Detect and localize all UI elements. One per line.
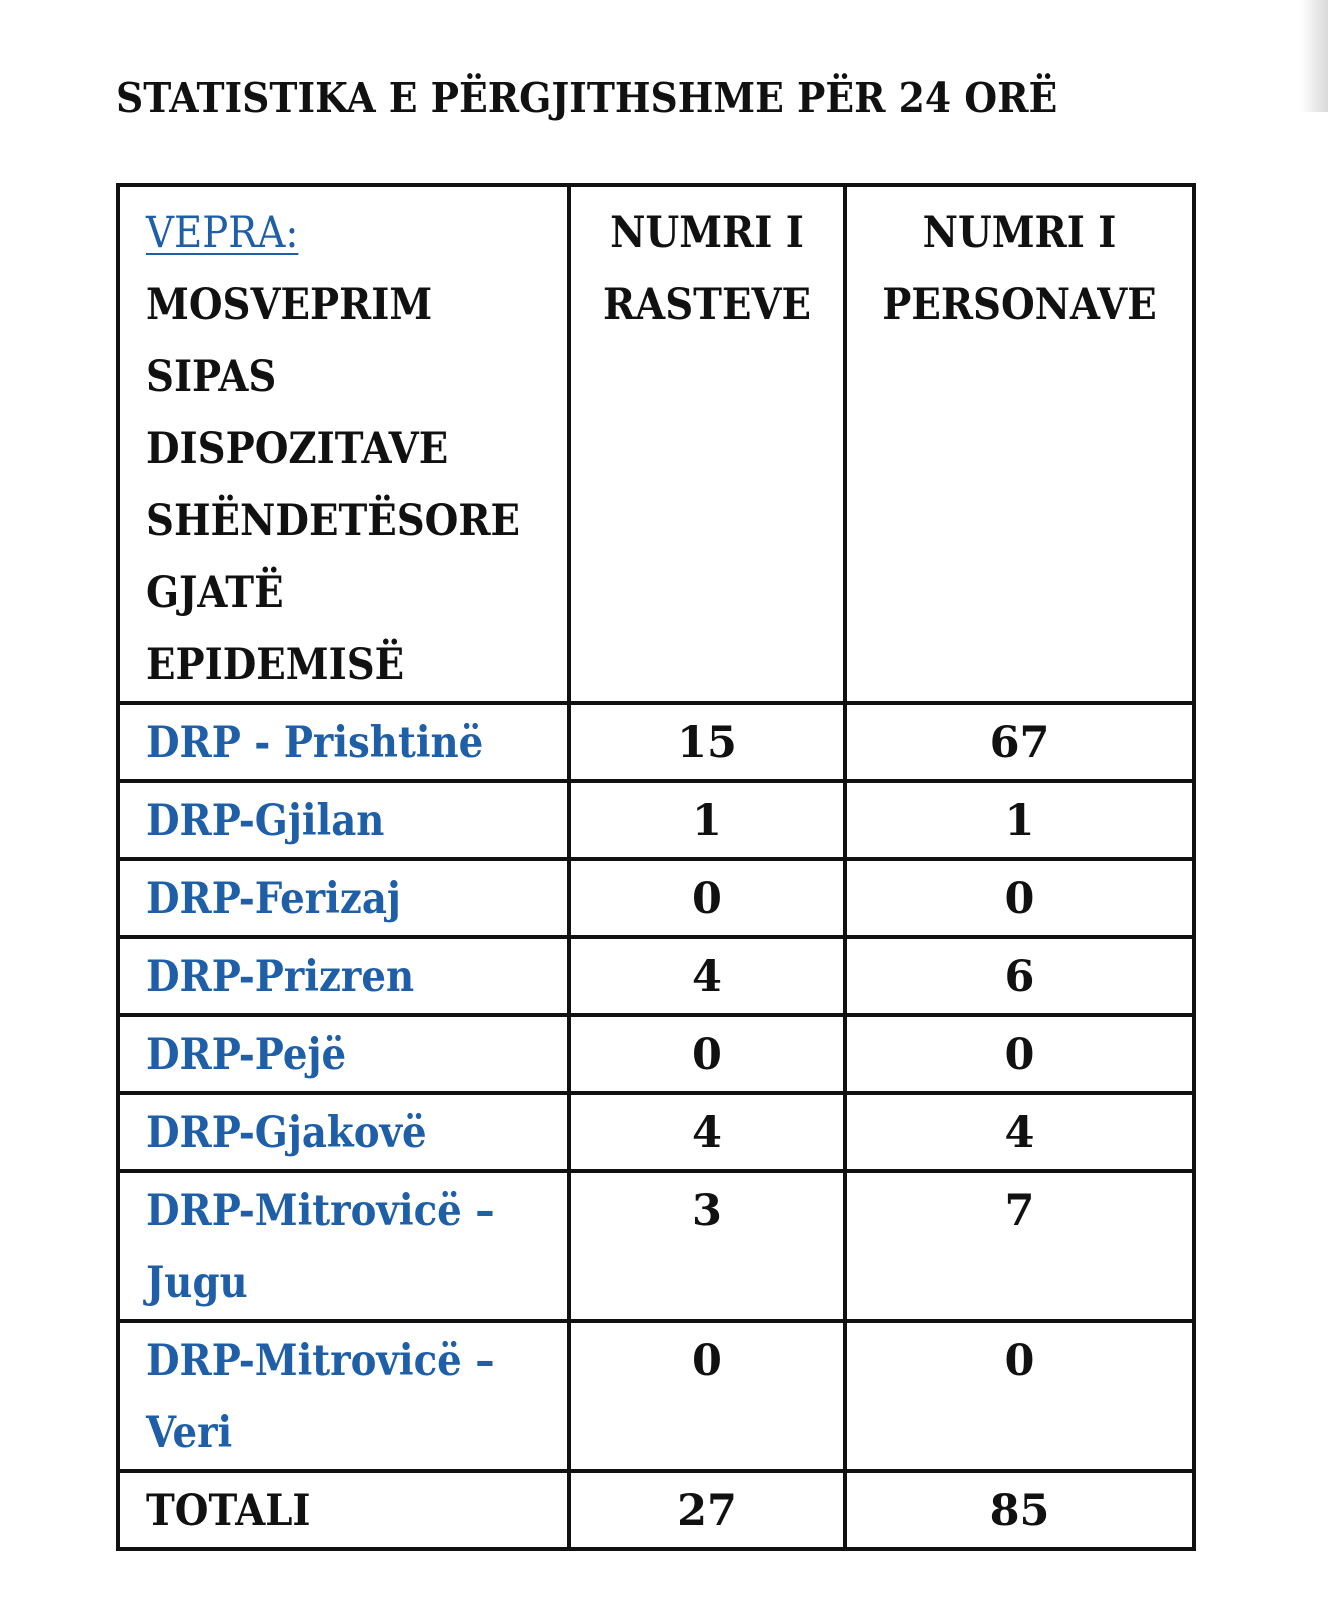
table-header-row (118, 185, 1194, 703)
header-persons-line: PERSONAVE (882, 280, 1157, 330)
region-cell[interactable] (118, 1015, 569, 1093)
total-row (118, 1471, 1194, 1549)
persons-cell: 0 (845, 1321, 1194, 1471)
region-name[interactable]: DRP-Mitrovicë – Veri (146, 1336, 495, 1458)
region-cell[interactable] (118, 1321, 569, 1471)
cases-cell: 0 (569, 859, 845, 937)
persons-cell: 6 (845, 937, 1194, 1015)
cases-cell: 0 (569, 1015, 845, 1093)
header-cases-cell (569, 185, 845, 703)
vepra-link[interactable]: VEPRA: (146, 208, 299, 258)
region-cell[interactable] (118, 859, 569, 937)
region-name[interactable]: DRP-Gjilan (146, 796, 385, 846)
persons-cell: 67 (845, 703, 1194, 781)
region-name[interactable]: DRP-Gjakovë (146, 1108, 427, 1158)
offense-line: EPIDEMISË (146, 640, 405, 690)
offense-line: GJATË (146, 568, 284, 618)
persons-cell: 1 (845, 781, 1194, 859)
table-row (118, 859, 1194, 937)
total-label-cell (118, 1471, 569, 1549)
region-name[interactable]: DRP-Pejë (146, 1030, 347, 1080)
region-name[interactable]: DRP - Prishtinë (146, 718, 484, 768)
total-persons-cell: 85 (845, 1471, 1194, 1549)
total-cases-cell: 27 (569, 1471, 845, 1549)
header-offense-cell (118, 185, 569, 703)
offense-line: SHËNDETËSORE (146, 496, 521, 546)
region-cell[interactable] (118, 781, 569, 859)
table-row (118, 937, 1194, 1015)
offense-line: DISPOZITAVE (146, 424, 449, 474)
total-label: TOTALI (146, 1486, 311, 1536)
header-persons-cell (845, 185, 1194, 703)
persons-cell: 4 (845, 1093, 1194, 1171)
region-cell[interactable] (118, 703, 569, 781)
table-row (118, 1093, 1194, 1171)
region-cell[interactable] (118, 937, 569, 1015)
cases-cell: 3 (569, 1171, 845, 1321)
cases-cell: 15 (569, 703, 845, 781)
persons-cell: 0 (845, 859, 1194, 937)
table-row (118, 781, 1194, 859)
table-row (118, 1171, 1194, 1321)
header-persons-line: NUMRI I (922, 208, 1117, 258)
cases-cell: 1 (569, 781, 845, 859)
table-row (118, 1321, 1194, 1471)
offense-line: MOSVEPRIM (146, 280, 433, 330)
region-cell[interactable] (118, 1171, 569, 1321)
statistics-table (116, 183, 1196, 1551)
region-name[interactable]: DRP-Ferizaj (146, 874, 401, 924)
table-row (118, 1015, 1194, 1093)
region-name[interactable]: DRP-Mitrovicë – Jugu (146, 1186, 495, 1308)
region-cell[interactable] (118, 1093, 569, 1171)
cases-cell: 4 (569, 937, 845, 1015)
header-cases-line: NUMRI I (610, 208, 804, 258)
region-name[interactable]: DRP-Prizren (146, 952, 415, 1002)
cases-cell: 0 (569, 1321, 845, 1471)
page-title: STATISTIKA E PËRGJITHSHME PËR 24 ORË (116, 74, 1058, 122)
table-row (118, 703, 1194, 781)
offense-line: SIPAS (146, 352, 277, 402)
scroll-edge (1300, 0, 1328, 112)
persons-cell: 0 (845, 1015, 1194, 1093)
header-cases-line: RASTEVE (603, 280, 811, 330)
cases-cell: 4 (569, 1093, 845, 1171)
persons-cell: 7 (845, 1171, 1194, 1321)
